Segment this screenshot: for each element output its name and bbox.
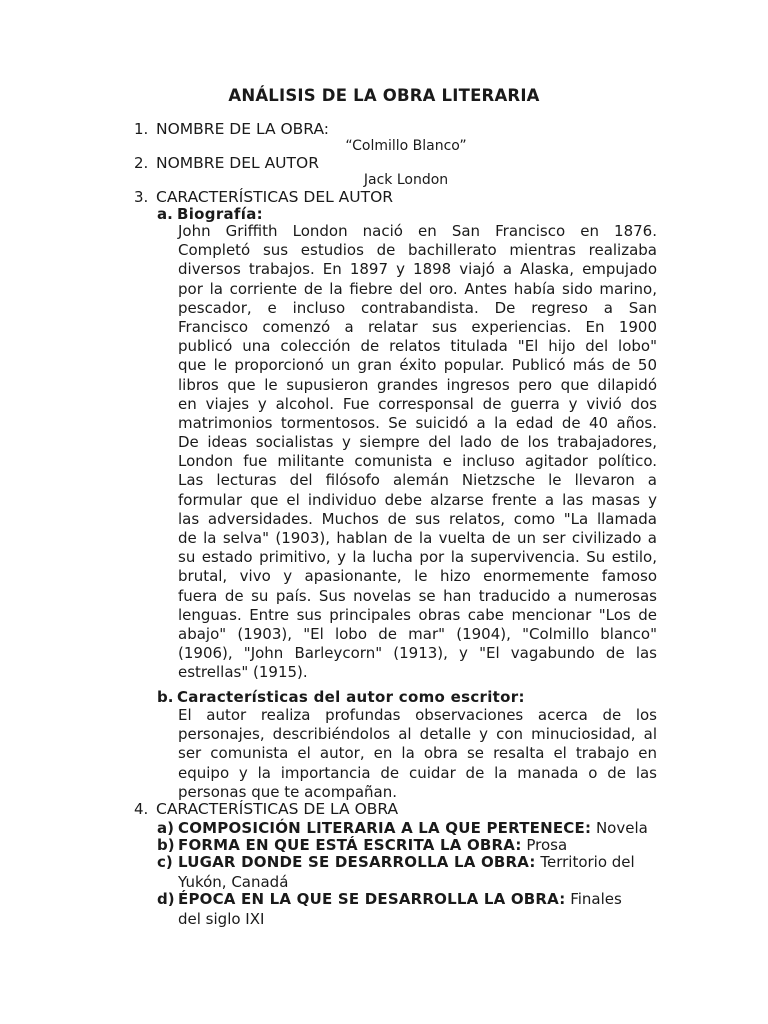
item-d-label: ÉPOCA EN LA QUE SE DESARROLLA LA OBRA: <box>178 890 566 908</box>
author-name-value: Jack London <box>363 172 449 188</box>
paragraph-line: personas que te acompañan. <box>178 782 398 801</box>
section-1-number: 1. <box>134 120 149 138</box>
paragraph-line: que le proporcionó un gran éxito popular. Publicó más de 50 <box>178 356 657 375</box>
item-c-label: LUGAR DONDE SE DESARROLLA LA OBRA: <box>178 853 536 871</box>
paragraph-line: brutal, vivo y apasionante, le hizo enormemente famoso <box>178 567 657 586</box>
writer-characteristics-paragraph <box>178 706 657 802</box>
work-name-value: “Colmillo Blanco” <box>345 138 467 154</box>
section-2-number: 2. <box>134 154 149 172</box>
paragraph-line: Las lecturas del filósofo alemán Nietzsche le llevaron a <box>178 471 657 490</box>
subsection-a-marker: a. <box>157 205 173 223</box>
paragraph-line: equipo y la importancia de cuidar de la manada o de las <box>178 763 657 782</box>
paragraph-line: formular que el individuo debe alzarse frente a las masas y <box>178 490 657 509</box>
item-a-marker: a) <box>157 819 174 837</box>
item-d <box>178 890 622 908</box>
item-d-continuation: del siglo IXI <box>178 910 265 928</box>
paragraph-line: ser comunista el autor, en la obra se resalta el trabajo en <box>178 744 657 763</box>
item-c-marker: c) <box>157 853 173 871</box>
paragraph-line: El autor realiza profundas observaciones acerca de los <box>178 706 657 724</box>
paragraph-line: fuera de su país. Sus novelas se han traducido a numerosas <box>178 586 657 605</box>
paragraph-line: estrellas" (1915). <box>178 663 308 682</box>
section-2-heading: NOMBRE DEL AUTOR <box>156 154 319 172</box>
paragraph-line: personajes, describiéndolos al detalle y con minuciosidad, al <box>178 725 657 744</box>
item-a <box>178 819 648 837</box>
document-title: ANÁLISIS DE LA OBRA LITERARIA <box>228 86 540 105</box>
subsection-b-marker: b. <box>157 688 174 706</box>
paragraph-line: de la selva" (1903), hablan de la vuelta de un ser civilizado a <box>178 529 657 547</box>
paragraph-line: diversos trabajos. En 1897 y 1898 viajó a Alaska, empujado <box>178 260 657 279</box>
item-a-value: Novela <box>595 819 648 837</box>
paragraph-line: en viajes y alcohol. Fue corresponsal de guerra y vivió dos <box>178 394 657 413</box>
item-c-continuation: Yukón, Canadá <box>178 873 289 891</box>
item-a-label: COMPOSICIÓN LITERARIA A LA QUE PERTENECE: <box>178 819 592 837</box>
item-b-label: FORMA EN QUE ESTÁ ESCRITA LA OBRA: <box>178 836 522 854</box>
paragraph-line: De ideas socialistas y siempre del lado de los trabajadores, <box>178 433 657 452</box>
paragraph-line: su estado primitivo, y la lucha por la supervivencia. Su estilo, <box>178 548 657 567</box>
section-4-heading: CARACTERÍSTICAS DE LA OBRA <box>156 800 399 818</box>
paragraph-line: John Griffith London nació en San Francisco en 1876. <box>178 222 657 240</box>
item-c-value: Territorio del <box>540 853 635 871</box>
subsection-b-label: Características del autor como escritor: <box>177 688 525 706</box>
item-b-marker: b) <box>157 836 175 854</box>
biography-paragraph <box>178 222 657 683</box>
subsection-a-label: Biografía: <box>177 205 263 223</box>
paragraph-line: por la corriente de la fiebre del oro. Antes había sido marino, <box>178 279 657 298</box>
item-d-value: Finales <box>570 890 622 908</box>
item-c <box>178 853 635 871</box>
paragraph-line: publicó una colección de relatos titulada "El hijo del lobo" <box>178 337 657 356</box>
section-4-number: 4. <box>134 800 149 818</box>
paragraph-line: Completó sus estudios de bachillerato mientras realizaba <box>178 241 657 260</box>
section-3-number: 3. <box>134 188 149 206</box>
paragraph-line: lenguas. Entre sus principales obras cabe mencionar "Los de <box>178 605 657 624</box>
paragraph-line: las adversidades. Muchos de sus relatos, como "La llamada <box>178 509 657 528</box>
item-b <box>178 836 567 854</box>
paragraph-line: Francisco comenzó a relatar sus experiencias. En 1900 <box>178 317 657 336</box>
paragraph-line: matrimonios tormentosos. Se suicidó a la edad de 40 años. <box>178 413 657 432</box>
section-1-heading: NOMBRE DE LA OBRA: <box>156 120 329 138</box>
paragraph-line: (1906), "John Barleycorn" (1913), y "El vagabundo de las <box>178 644 657 663</box>
item-b-value: Prosa <box>526 836 568 854</box>
paragraph-line: pescador, e incluso contrabandista. De regreso a San <box>178 298 657 317</box>
item-d-marker: d) <box>157 890 175 908</box>
paragraph-line: abajo" (1903), "El lobo de mar" (1904), "Colmillo blanco" <box>178 624 657 643</box>
section-3-heading: CARACTERÍSTICAS DEL AUTOR <box>156 188 394 206</box>
paragraph-line: London fue militante comunista e incluso agitador político. <box>178 452 657 471</box>
paragraph-line: libros que le supusieron grandes ingresos pero que dilapidó <box>178 375 657 394</box>
